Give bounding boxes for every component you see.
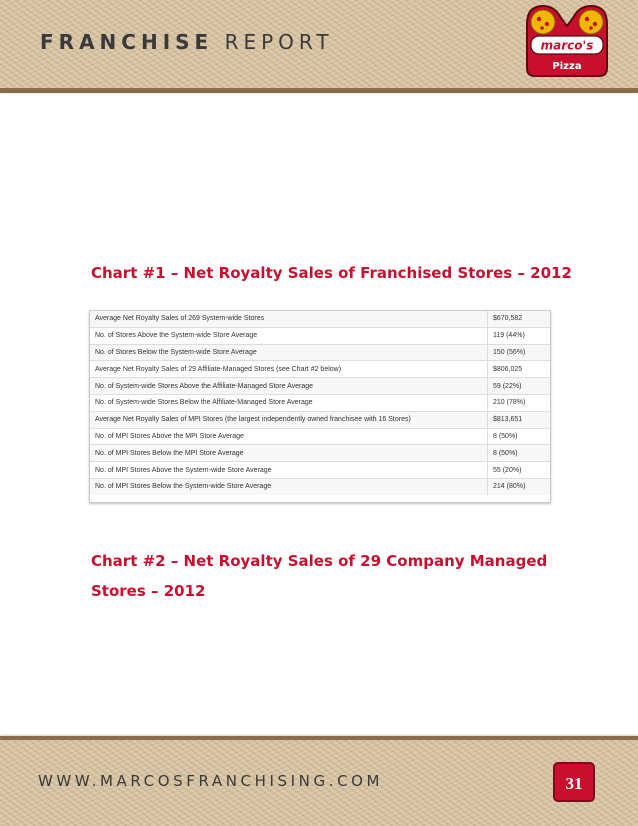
table-row xyxy=(90,428,550,445)
page-number-badge: 31 xyxy=(553,762,595,802)
table-row xyxy=(90,311,550,327)
row-value: 119 (44%) xyxy=(488,327,551,344)
report-title-bold: FRANCHISE xyxy=(40,30,214,54)
row-label: No. of MPI Stores Below the MPI Store Average xyxy=(90,445,488,462)
row-value: 210 (78%) xyxy=(488,394,551,411)
table-row xyxy=(90,462,550,479)
row-label: No. of MPI Stores Above the System-wide Store Average xyxy=(90,462,488,479)
row-label: Average Net Royalty Sales of 29 Affiliate-Managed Stores (see Chart #2 below) xyxy=(90,361,488,378)
table-row xyxy=(90,361,550,378)
royalty-sales-table xyxy=(89,310,551,503)
row-value: 59 (22%) xyxy=(488,378,551,395)
table-row xyxy=(90,327,550,344)
row-label: Average Net Royalty Sales of 269 System-wide Stores xyxy=(90,311,488,327)
row-label: No. of MPI Stores Above the MPI Store Average xyxy=(90,428,488,445)
report-title-light: REPORT xyxy=(224,30,334,54)
row-value: $813,651 xyxy=(488,411,551,428)
row-value: 55 (20%) xyxy=(488,462,551,479)
row-value: 150 (56%) xyxy=(488,344,551,361)
row-label: No. of System-wide Stores Above the Affiliate-Managed Store Average xyxy=(90,378,488,395)
row-value: 214 (80%) xyxy=(488,478,551,494)
footer-divider xyxy=(0,736,638,740)
header-divider xyxy=(0,88,638,93)
row-value: 8 (50%) xyxy=(488,445,551,462)
row-label: No. of Stores Above the System-wide Store Average xyxy=(90,327,488,344)
logo-subtext: Pizza xyxy=(552,61,582,72)
row-label: No. of Stores Below the System-wide Store Average xyxy=(90,344,488,361)
table-row xyxy=(90,445,550,462)
table-row xyxy=(90,478,550,494)
table-row xyxy=(90,394,550,411)
table-row xyxy=(90,344,550,361)
table-row xyxy=(90,378,550,395)
row-value: $670,582 xyxy=(488,311,551,327)
report-title xyxy=(40,30,334,54)
marcos-pizza-logo xyxy=(521,2,613,80)
row-label: Average Net Royalty Sales of MPI Stores (the largest independently owned franchisee with 16 Stores) xyxy=(90,411,488,428)
row-value: $806,025 xyxy=(488,361,551,378)
chart2-heading: Chart #2 – Net Royalty Sales of 29 Company Managed Stores – 2012 xyxy=(91,552,548,600)
row-label: No. of MPI Stores Below the System-wide Store Average xyxy=(90,478,488,494)
row-value: 8 (50%) xyxy=(488,428,551,445)
logo-wordmark: marco's xyxy=(540,38,594,53)
footer-url-link[interactable]: WWW.MARCOSFRANCHISING.COM xyxy=(38,772,384,790)
chart1-heading: Chart #1 – Net Royalty Sales of Franchised Stores – 2012 xyxy=(91,264,572,282)
row-label: No. of System-wide Stores Below the Affiliate-Managed Store Average xyxy=(90,394,488,411)
table-row xyxy=(90,411,550,428)
